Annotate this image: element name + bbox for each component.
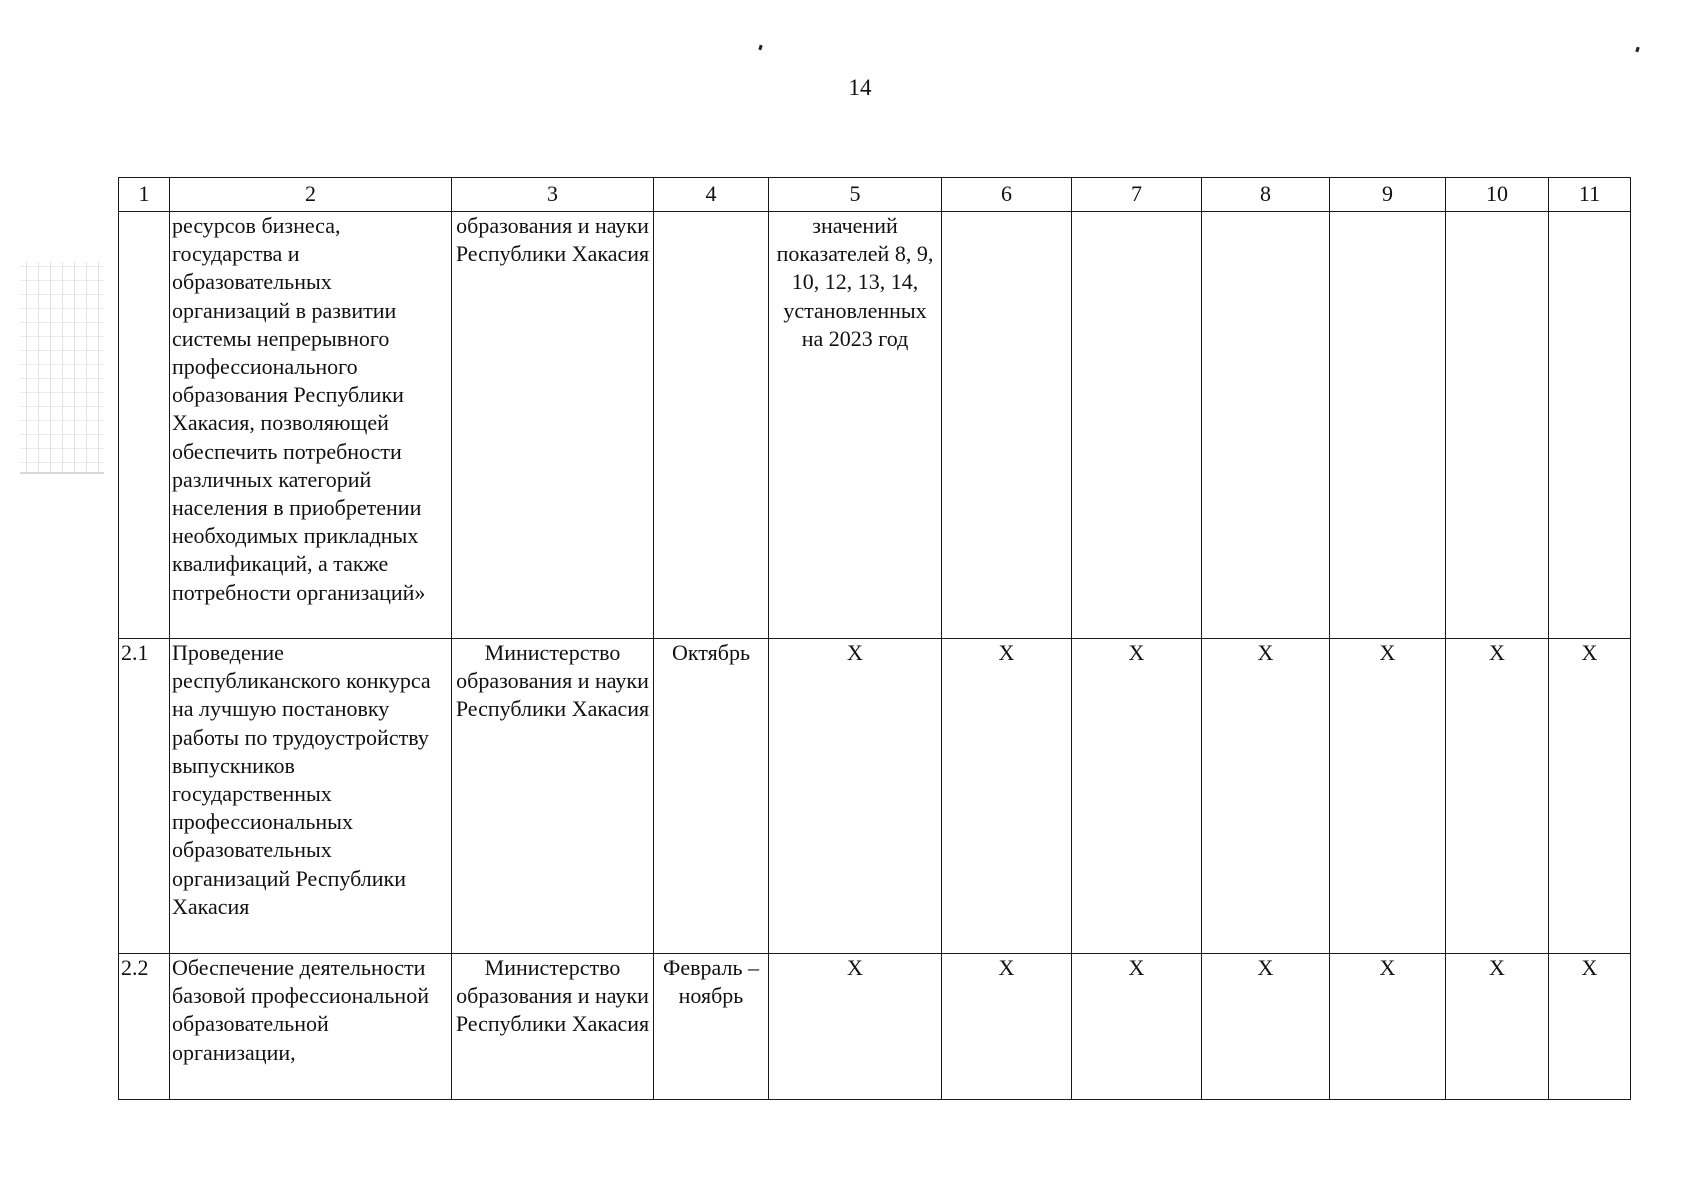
value-cell: Х: [1549, 639, 1631, 954]
executor-cell: образования и науки Республики Хакасия: [452, 212, 654, 639]
column-header: 3: [452, 178, 654, 212]
executor-cell: Министерство образования и науки Республики Хакасия: [452, 639, 654, 954]
column-header: 8: [1202, 178, 1330, 212]
value-cell: [942, 212, 1072, 639]
value-cell: [1330, 212, 1446, 639]
result-cell: Х: [769, 954, 942, 1100]
term-cell: [654, 212, 769, 639]
column-header: 7: [1072, 178, 1202, 212]
column-header: 1: [119, 178, 170, 212]
scan-speck: [1635, 47, 1639, 53]
activity-name-cell: ресурсов бизнеса, государства и образовательных организаций в развитии системы непрерывного профессионального образования Республики Хакасия, позволяющей обеспечить потребности различных категорий населения в приобретении необходимых прикладных квалификаций, а также потребности организаций»: [170, 212, 452, 639]
value-cell: Х: [942, 954, 1072, 1100]
executor-cell: Министерство образования и науки Республики Хакасия: [452, 954, 654, 1100]
activity-name-cell: Проведение республиканского конкурса на лучшую постановку работы по трудоустройству выпускников государственных профессиональных образовательных организаций Республики Хакасия: [170, 639, 452, 954]
result-cell: значений показателей 8, 9, 10, 12, 13, 14, установленных на 2023 год: [769, 212, 942, 639]
term-cell: Февраль – ноябрь: [654, 954, 769, 1100]
scan-speck: [758, 45, 762, 51]
column-header: 11: [1549, 178, 1631, 212]
value-cell: [1549, 212, 1631, 639]
term-cell: Октябрь: [654, 639, 769, 954]
row-number-cell: 2.2: [119, 954, 170, 1100]
column-number-row: [119, 178, 1631, 212]
row-number-cell: [119, 212, 170, 639]
value-cell: [1446, 212, 1549, 639]
value-cell: Х: [1330, 954, 1446, 1100]
value-cell: Х: [1072, 639, 1202, 954]
value-cell: Х: [1446, 954, 1549, 1100]
value-cell: [1072, 212, 1202, 639]
value-cell: [1202, 212, 1330, 639]
result-cell: Х: [769, 639, 942, 954]
page-number: 14: [848, 75, 872, 100]
value-cell: Х: [1202, 954, 1330, 1100]
column-header: 5: [769, 178, 942, 212]
value-cell: Х: [1446, 639, 1549, 954]
column-header: 6: [942, 178, 1072, 212]
column-header: 4: [654, 178, 769, 212]
table-row: [119, 954, 1631, 1100]
value-cell: Х: [1330, 639, 1446, 954]
column-header: 2: [170, 178, 452, 212]
activity-name-cell: Обеспечение деятельности базовой профессиональной образовательной организации,: [170, 954, 452, 1100]
value-cell: Х: [1072, 954, 1202, 1100]
column-header: 9: [1330, 178, 1446, 212]
value-cell: Х: [1202, 639, 1330, 954]
column-header: 10: [1446, 178, 1549, 212]
faint-side-stamp: [20, 262, 104, 474]
table-row: [119, 639, 1631, 954]
value-cell: Х: [942, 639, 1072, 954]
activity-plan-table: [118, 177, 1631, 1100]
row-number-cell: 2.1: [119, 639, 170, 954]
value-cell: Х: [1549, 954, 1631, 1100]
table-row: [119, 212, 1631, 639]
